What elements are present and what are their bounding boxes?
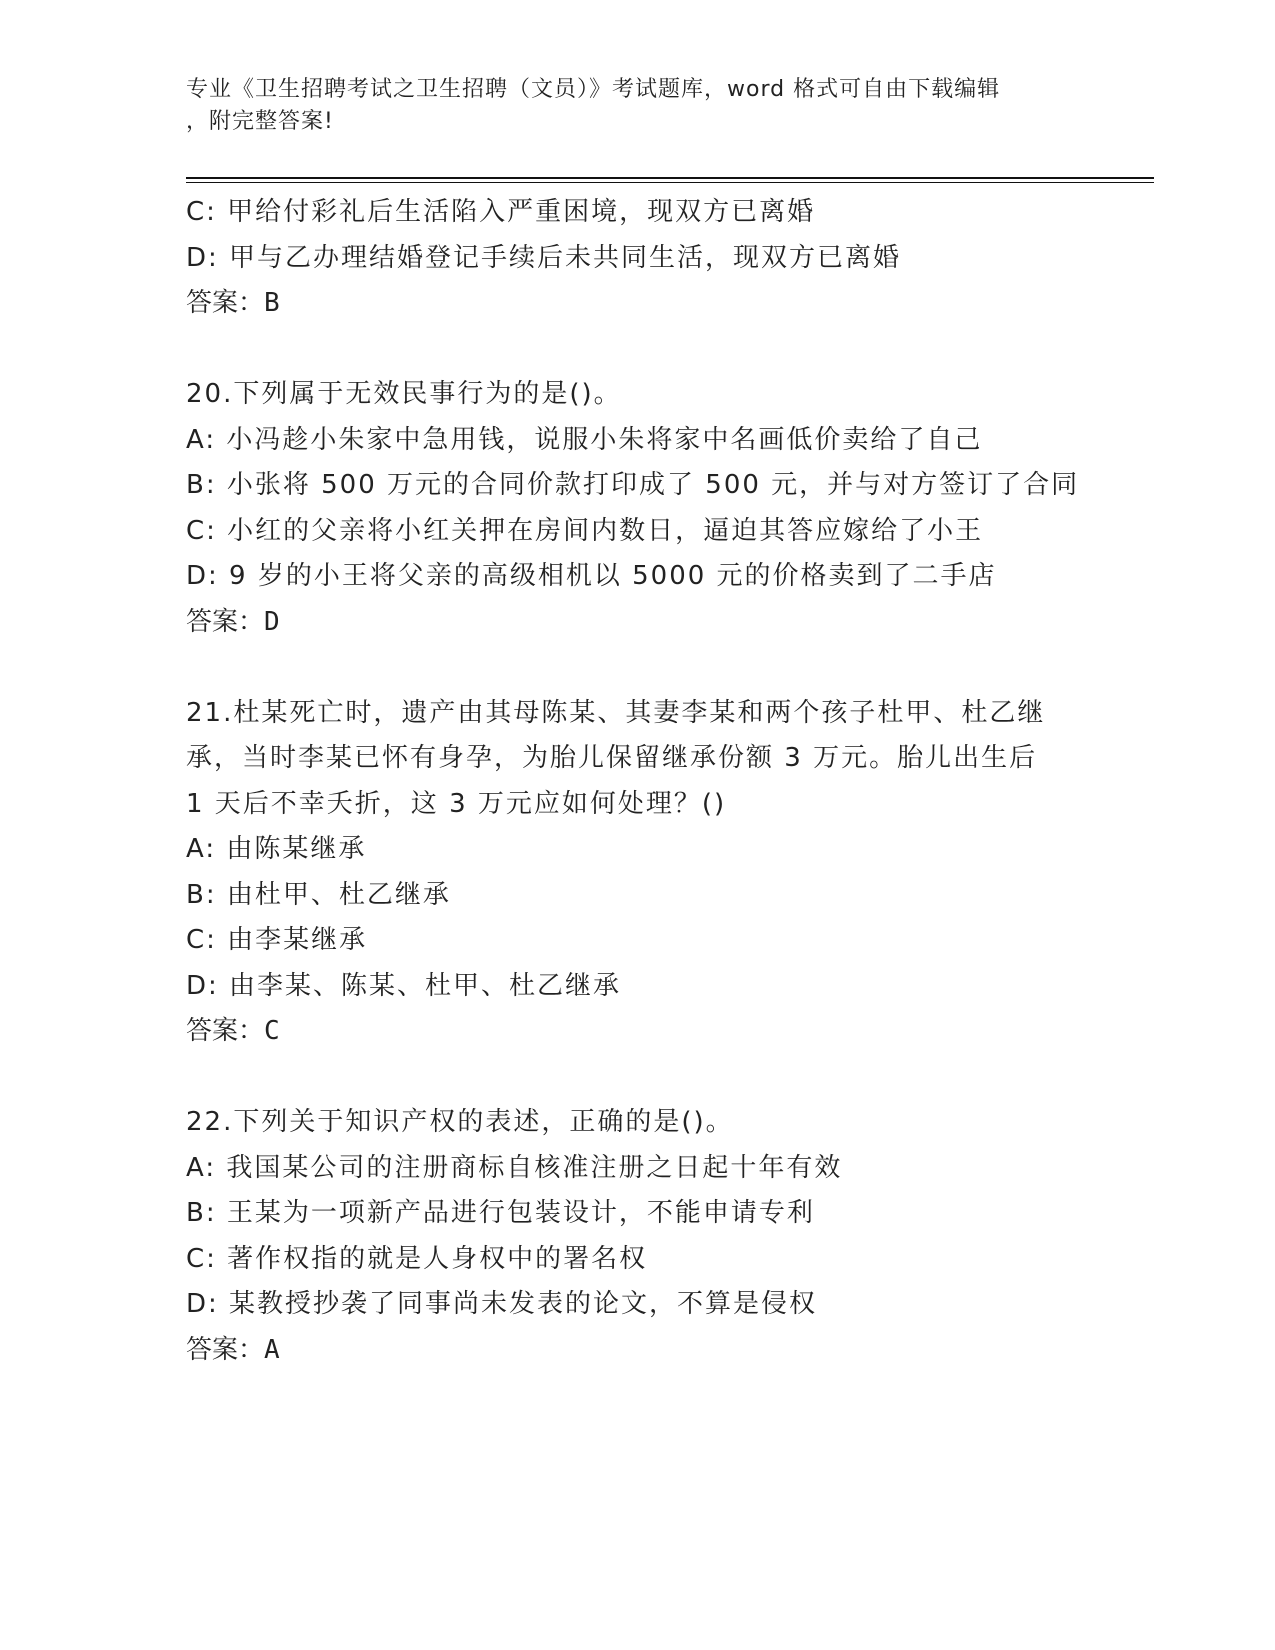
question-stem: 22.下列关于知识产权的表述，正确的是()。 [186,1107,734,1137]
option-b: B: 由杜甲、杜乙继承 [186,879,451,910]
answer: 答案：C [186,1016,280,1046]
option-d: D: 某教授抄袭了同事尚未发表的论文，不算是侵权 [186,1289,818,1319]
option-b: B: 王某为一项新产品进行包装设计，不能申请专利 [186,1198,815,1228]
answer: 答案：D [186,606,280,637]
answer: 答案：A [186,1334,280,1365]
document-body [186,190,1086,1373]
option-a: A: 我国某公司的注册商标自核准注册之日起十年有效 [186,1152,843,1183]
option-d: D: 由李某、陈某、杜甲、杜乙继承 [186,970,622,1001]
option-d: D: 甲与乙办理结婚登记手续后未共同生活，现双方已离婚 [186,242,902,273]
header-line-2: ，附完整答案! [186,109,334,134]
option-c: C: 著作权指的就是人身权中的署名权 [186,1243,648,1274]
spacer [186,645,1086,691]
spacer [186,1055,1086,1101]
option-a: A: 由陈某继承 [186,834,367,864]
question-22 [186,1100,1086,1373]
question-stem-line-2: 承，当时李某已怀有身孕，为胎儿保留继承份额 3 万元。胎儿出生后 [186,743,1038,773]
spacer [186,327,1086,373]
question-21 [186,691,1086,1055]
option-d: D: 9 岁的小王将父亲的高级相机以 5000 元的价格卖到了二手店 [186,561,997,591]
question-stem-line-1: 21.杜某死亡时，遗产由其母陈某、其妻李某和两个孩子杜甲、杜乙继 [186,697,1046,728]
partial-question [186,190,1086,327]
option-c: C: 甲给付彩礼后生活陷入严重困境，现双方已离婚 [186,197,816,227]
option-c: C: 小红的父亲将小红关押在房间内数日，逼迫其答应嫁给了小王 [186,515,984,546]
answer: 答案：B [186,288,280,318]
question-stem-line-3: 1 天后不幸夭折，这 3 万元应如何处理？() [186,788,727,819]
header-line-1: 专业《卫生招聘考试之卫生招聘（文员）》考试题库，word 格式可自由下载编辑 [186,77,1001,102]
option-a: A: 小冯趁小朱家中急用钱，说服小朱将家中名画低价卖给了自己 [186,424,983,455]
header-divider [186,177,1154,179]
option-c: C: 由李某继承 [186,925,368,955]
question-stem: 20.下列属于无效民事行为的是()。 [186,379,622,409]
header-divider-thin [186,182,1154,183]
question-20 [186,372,1086,645]
option-b: B: 小张将 500 万元的合同价款打印成了 500 元，并与对方签订了合同 [186,470,1080,500]
document-header [186,74,1066,138]
